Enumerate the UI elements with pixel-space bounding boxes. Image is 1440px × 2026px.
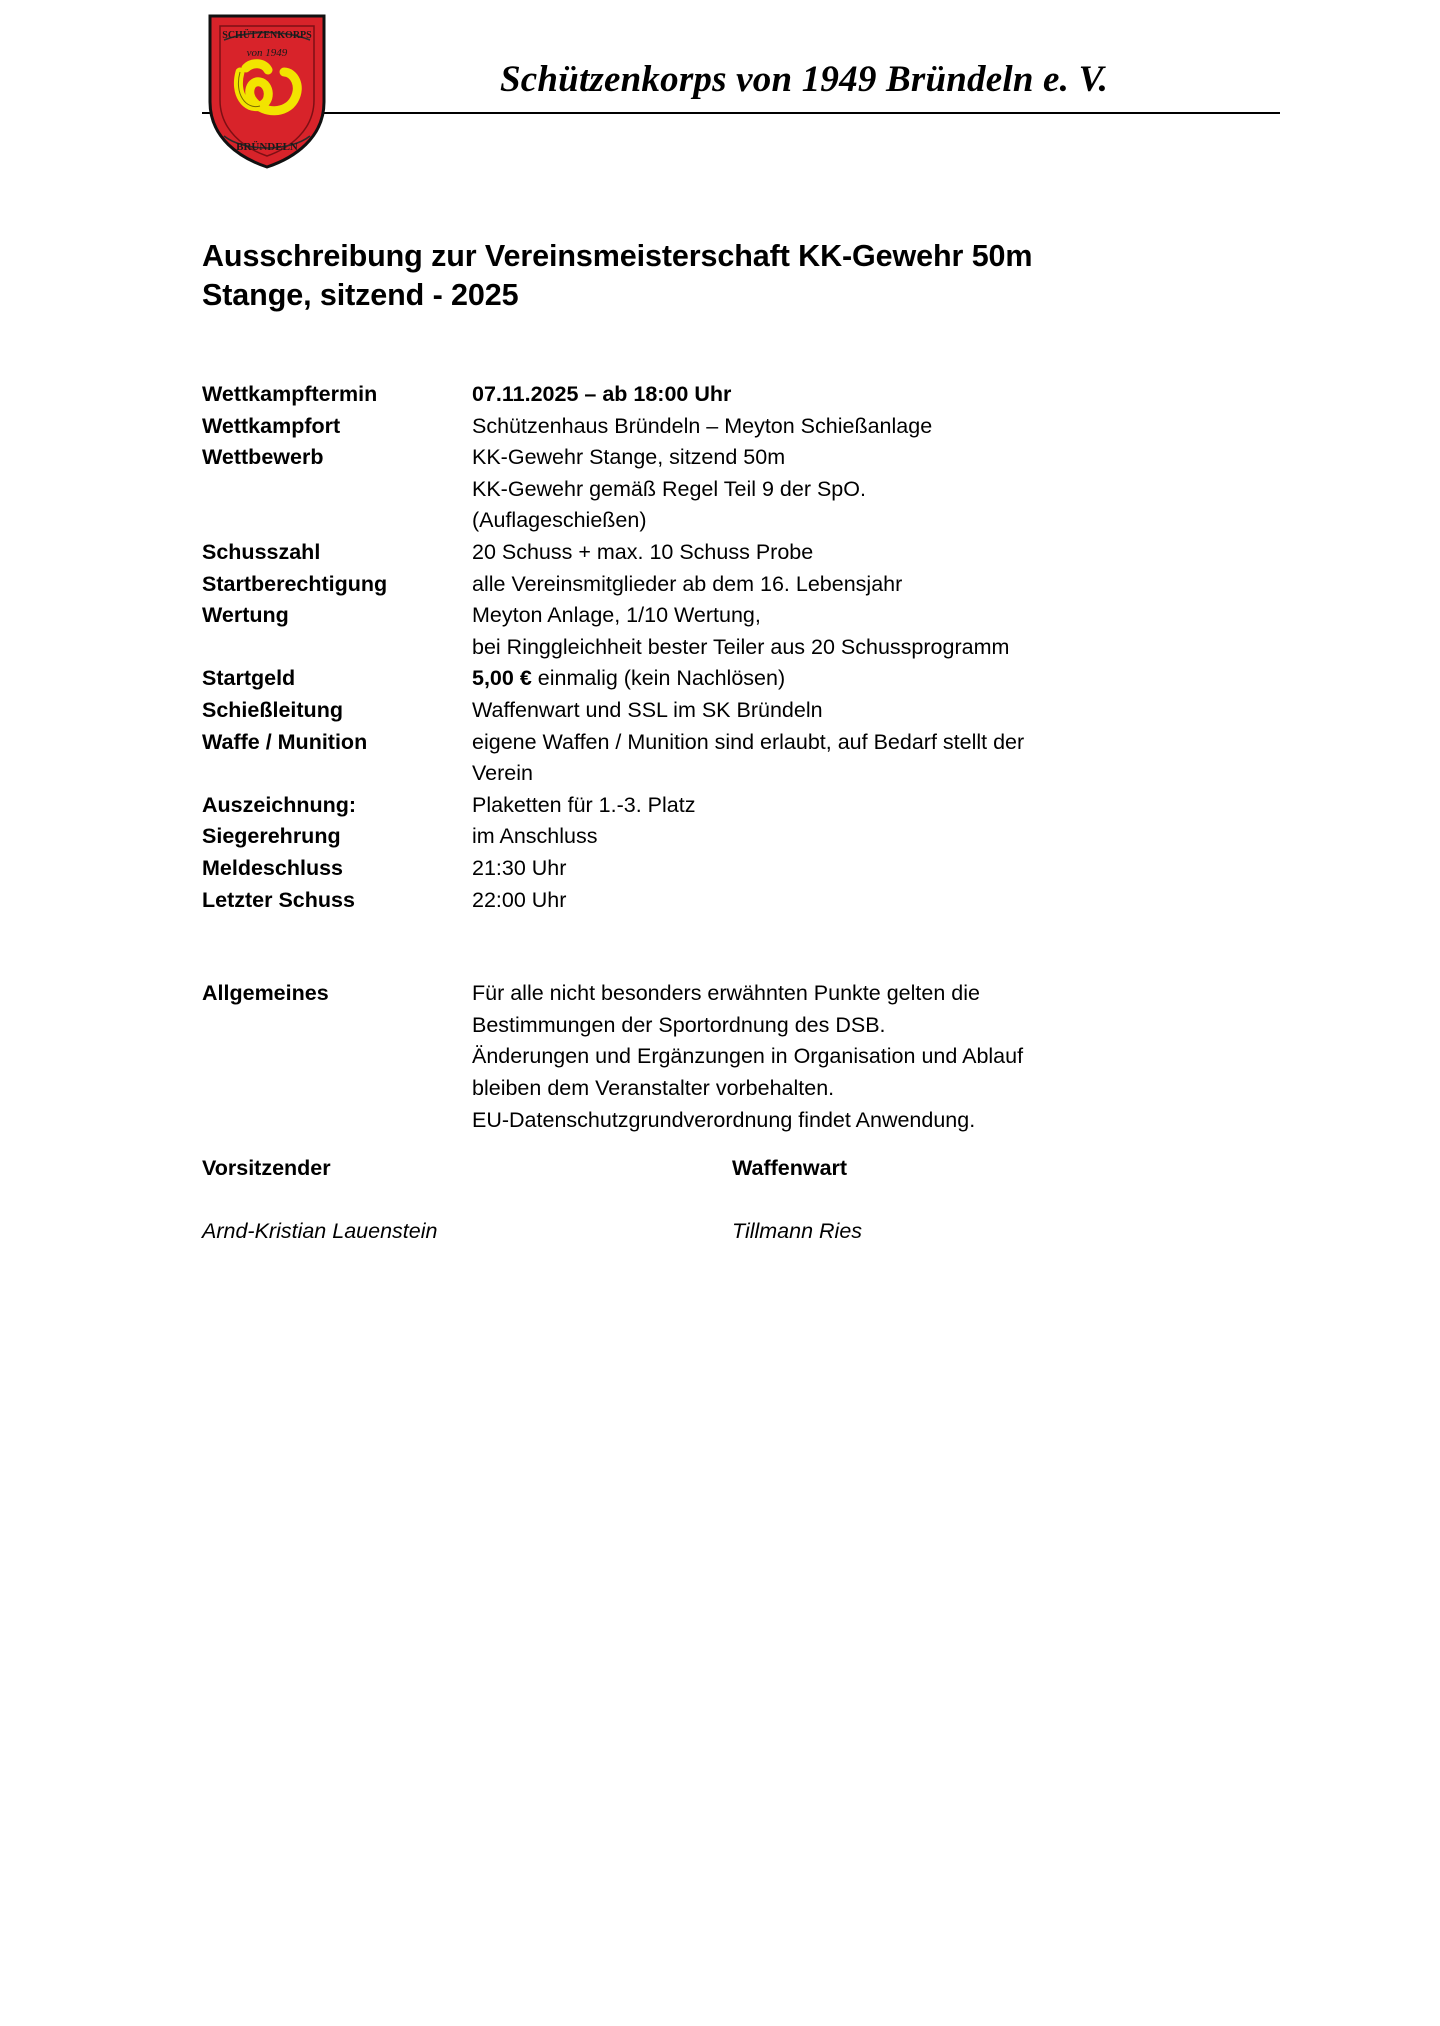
details-row-label: Waffe / Munition [202, 729, 368, 754]
details-row-label: Meldeschluss [202, 855, 343, 880]
details-row-label: Startberechtigung [202, 571, 388, 596]
details-row-value [472, 442, 1270, 537]
details-row-value [472, 821, 1270, 853]
details-row-value-line: Plaketten für 1.-3. Platz [472, 792, 696, 817]
signature-name: Tillmann Ries [732, 1219, 863, 1244]
details-row [202, 853, 1270, 885]
details-row-value-line: Änderungen und Ergänzungen in Organisation und Ablauf [472, 1044, 1024, 1069]
details-row-label: Wettbewerb [202, 445, 324, 470]
details-row-value-line: Verein [472, 761, 533, 786]
details-row-label: Auszeichnung: [202, 792, 357, 817]
details-row [202, 790, 1270, 822]
document-header [160, 0, 1280, 153]
details-row [202, 537, 1270, 569]
details-row [202, 695, 1270, 727]
details-row-label: Letzter Schuss [202, 887, 355, 912]
details-row-label: Allgemeines [202, 981, 329, 1006]
signature-role: Waffenwart [732, 1156, 848, 1181]
details-row-value [472, 537, 1270, 569]
details-row-label: Startgeld [202, 666, 296, 691]
details-table [202, 379, 1270, 1136]
signature-row [202, 1156, 1280, 1244]
details-row-value-text: einmalig (kein Nachlösen) [531, 666, 786, 691]
signature-role: Vorsitzender [202, 1156, 331, 1181]
details-table-body [202, 379, 1270, 1136]
svg-text:BRÜNDELN: BRÜNDELN [236, 141, 298, 153]
details-row-value-line: Meyton Anlage, 1/10 Wertung, [472, 603, 761, 628]
details-row-value-line: 21:30 Uhr [472, 855, 567, 880]
details-row-label: Wertung [202, 603, 289, 628]
details-row [202, 600, 1270, 663]
details-row [202, 379, 1270, 411]
details-row-value [472, 569, 1270, 601]
details-row-label: Wettkampfort [202, 413, 341, 438]
details-row-value [472, 695, 1270, 727]
details-row [202, 411, 1270, 443]
details-row-value [472, 379, 1270, 411]
details-row [202, 821, 1270, 853]
document-body [160, 237, 1280, 1136]
page-title: Ausschreibung zur Vereinsmeisterschaft KK-Gewehr 50m Stange, sitzend - 2025 [202, 239, 1033, 313]
details-row-value-line: im Anschluss [472, 824, 598, 849]
details-row [202, 442, 1270, 537]
details-row-value-line: Schützenhaus Bründeln – Meyton Schießanlage [472, 413, 933, 438]
signature-column-chairman [202, 1156, 732, 1244]
details-row-value-line: Bestimmungen der Sportordnung des DSB. [472, 1012, 886, 1037]
details-row-value-line: (Auflageschießen) [472, 508, 647, 533]
details-row-label: Wettkampftermin [202, 382, 378, 407]
details-row-value-line: KK-Gewehr Stange, sitzend 50m [472, 445, 786, 470]
svg-text:SCHÜTZENKORPS: SCHÜTZENKORPS [222, 30, 312, 41]
details-row-value [472, 663, 1270, 695]
details-row-value-line: 22:00 Uhr [472, 887, 567, 912]
details-row-value-line: 20 Schuss + max. 10 Schuss Probe [472, 540, 814, 565]
details-row-value [472, 600, 1270, 663]
signature-name: Arnd-Kristian Lauenstein [202, 1219, 438, 1244]
details-row-value-line: alle Vereinsmitglieder ab dem 16. Lebensjahr [472, 571, 903, 596]
details-row-value-line: Für alle nicht besonders erwähnten Punkte gelten die [472, 981, 980, 1006]
details-row [202, 569, 1270, 601]
details-row [202, 978, 1270, 1136]
details-row-value-line [472, 663, 1270, 695]
header-divider [202, 112, 1280, 114]
details-row-value-line [472, 379, 1270, 411]
details-row-value [472, 411, 1270, 443]
details-row-value-line: bleiben dem Veranstalter vorbehalten. [472, 1075, 835, 1100]
signature-block [160, 1156, 1280, 1244]
details-row-value-line: EU-Datenschutzgrundverordnung findet Anwendung. [472, 1107, 976, 1132]
details-row-value-text: 07.11.2025 – ab 18:00 Uhr [472, 382, 732, 407]
details-row-value [472, 790, 1270, 822]
signature-column-armorer [732, 1156, 1262, 1244]
details-row [202, 727, 1270, 790]
details-row-value [472, 853, 1270, 885]
svg-text:von 1949: von 1949 [246, 47, 288, 59]
club-name: Schützenkorps von 1949 Bründeln e. V. [500, 59, 1109, 100]
details-row-label: Schusszahl [202, 540, 321, 565]
details-row-value-line: bei Ringgleichheit bester Teiler aus 20 Schussprogramm [472, 634, 1010, 659]
details-row-value-line: eigene Waffen / Munition sind erlaubt, auf Bedarf stellt der [472, 729, 1025, 754]
details-row [202, 885, 1270, 979]
details-row-label: Siegerehrung [202, 824, 341, 849]
details-row-label: Schießleitung [202, 698, 343, 722]
details-row-value [472, 885, 1270, 979]
details-row-value [472, 727, 1270, 790]
details-row-value-line: KK-Gewehr gemäß Regel Teil 9 der SpO. [472, 476, 866, 501]
details-row [202, 663, 1270, 695]
club-crest-icon [202, 10, 332, 170]
details-row-value [472, 978, 1270, 1136]
details-row-value-emphasis: 5,00 € [472, 666, 532, 691]
details-row-value-line: Waffenwart und SSL im SK Bründeln [472, 698, 823, 722]
